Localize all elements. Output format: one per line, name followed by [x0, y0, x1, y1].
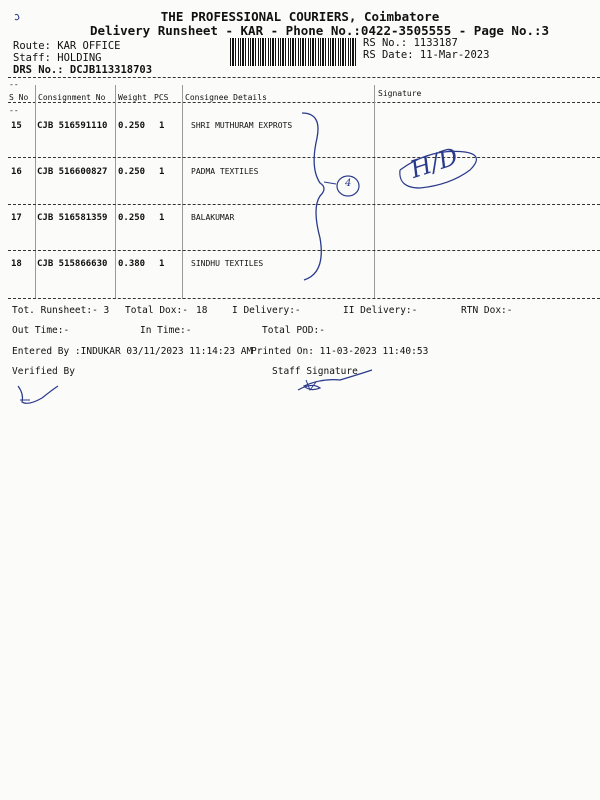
staff-label: Staff: HOLDING	[13, 52, 102, 64]
rs-date: RS Date: 11-Mar-2023	[363, 49, 490, 61]
company-title: THE PROFESSIONAL COURIERS, Coimbatore	[160, 9, 440, 24]
route-label: Route: KAR OFFICE	[13, 40, 121, 52]
total-dox-label: Total Dox:-	[125, 305, 188, 316]
row-sno: 15	[11, 121, 22, 131]
col-header-signature: Signature	[378, 89, 422, 98]
row-pcs: 1	[159, 213, 165, 223]
hd-stamp: H/D	[406, 142, 462, 184]
staff-signature-label: Staff Signature	[272, 366, 358, 377]
runsheet-subtitle: Delivery Runsheet - KAR - Phone No.:0422-3505555 - Page No.:3	[90, 23, 550, 38]
row-consignment: CJB 516600827	[37, 167, 108, 177]
printed-on: Printed On: 11-03-2023 11:40:53	[251, 346, 429, 357]
tot-runsheet: Tot. Runsheet:- 3	[12, 305, 110, 316]
brace-note: 4	[345, 178, 352, 189]
row-weight: 0.250	[118, 213, 146, 223]
staff-signature	[292, 366, 382, 396]
barcode	[230, 38, 356, 66]
out-time: Out Time:-	[12, 325, 70, 336]
row-sno: 16	[11, 167, 22, 177]
row-consignee: PADMA TEXTILES	[191, 167, 259, 176]
drs-number: DRS No.: DCJB113318703	[13, 64, 153, 76]
row-marker: --	[9, 106, 19, 115]
row-weight: 0.250	[118, 167, 146, 177]
entered-by: Entered By :INDUKAR 03/11/2023 11:14:23 AM	[12, 346, 253, 357]
column-line	[115, 85, 116, 299]
divider	[8, 102, 600, 103]
row-pcs: 1	[159, 121, 165, 131]
col-header-weight: Weight	[118, 93, 147, 102]
header-dash: --	[9, 80, 19, 89]
row-consignee: SINDHU TEXTILES	[191, 259, 264, 268]
col-header-pcs: PCS	[154, 93, 169, 102]
handwritten-brace	[292, 108, 372, 288]
total-dox-value: 18	[196, 305, 208, 316]
row-weight: 0.380	[118, 259, 146, 269]
column-line	[374, 85, 375, 299]
verified-by: Verified By	[12, 366, 75, 377]
ii-delivery: II Delivery:-	[343, 305, 418, 316]
row-consignment: CJB 515866630	[37, 259, 108, 269]
column-line	[182, 85, 183, 299]
col-header-sno: S No	[9, 93, 29, 102]
row-pcs: 1	[159, 167, 165, 177]
verified-signature	[12, 376, 62, 412]
row-pcs: 1	[159, 259, 165, 269]
col-header-consignee: Consignee Details	[185, 93, 267, 102]
rtn-dox: RTN Dox:-	[461, 305, 513, 316]
row-consignment: CJB 516591110	[37, 121, 108, 131]
row-sno: 17	[11, 213, 22, 223]
row-divider	[8, 298, 600, 299]
rs-number: RS No.: 1133187	[363, 37, 458, 49]
column-line	[35, 85, 36, 299]
divider	[8, 77, 600, 78]
i-delivery: I Delivery:-	[232, 305, 301, 316]
row-sno: 18	[11, 259, 22, 269]
row-consignment: CJB 516581359	[37, 213, 108, 223]
row-weight: 0.250	[118, 121, 146, 131]
row-consignee: SHRI MUTHURAM EXPROTS	[191, 121, 293, 130]
col-header-consignment: Consignment No	[38, 93, 106, 102]
row-consignee: BALAKUMAR	[191, 213, 235, 222]
total-pod: Total POD:-	[262, 325, 325, 336]
in-time: In Time:-	[140, 325, 192, 336]
